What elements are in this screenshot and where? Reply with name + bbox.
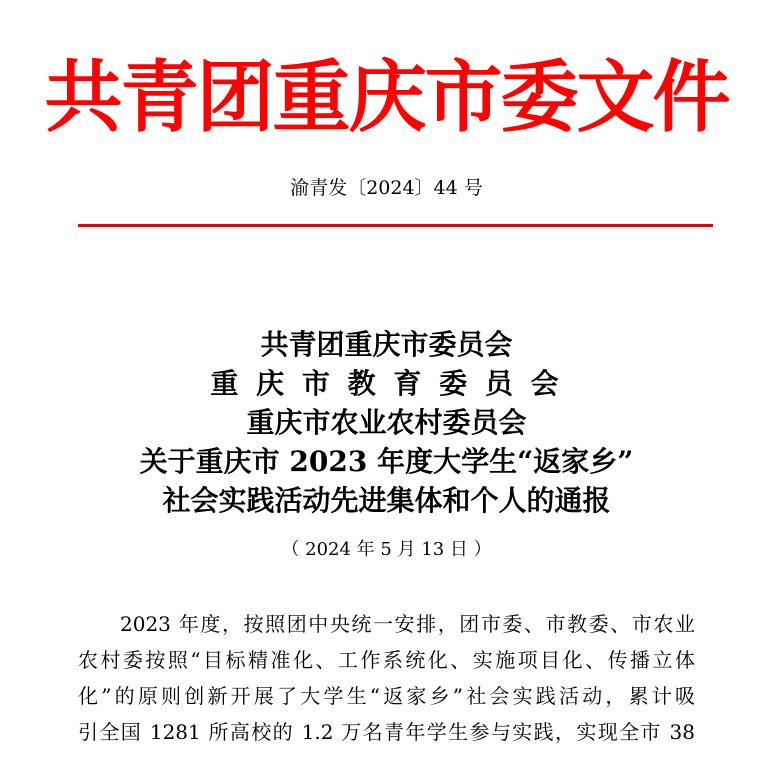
body-line: 2023 年度，按照团中央统一安排，团市委、市教委、市农业	[120, 612, 695, 636]
title-line: 关于重庆市 2023 年度大学生“返家乡”	[139, 445, 634, 478]
masthead-title: 共青团重庆市委文件	[44, 53, 729, 143]
title-line: 重庆市农业农村委员会	[246, 406, 527, 439]
issue-date: （ 2024 年 5 月 13 日 ）	[281, 539, 492, 560]
title-line: 重 庆 市 教 育 委 员 会	[210, 367, 563, 400]
document-number: 渝青发〔2024〕44 号	[290, 177, 483, 199]
body-line: 农村委按照“目标精准化、工作系统化、实施项目化、传播立体	[78, 648, 695, 672]
notice-title	[0, 325, 773, 520]
body-line: 引全国 1281 所高校的 1.2 万名青年学生参与实践，实现全市 38	[78, 720, 695, 744]
body-line: 化”的原则创新开展了大学生“返家乡”社会实践活动，累计吸	[78, 684, 695, 708]
title-line: 共青团重庆市委员会	[260, 328, 513, 361]
title-line: 社会实践活动先进集体和个人的通报	[162, 484, 611, 517]
red-separator-line	[78, 224, 713, 227]
body-paragraph	[78, 606, 695, 750]
